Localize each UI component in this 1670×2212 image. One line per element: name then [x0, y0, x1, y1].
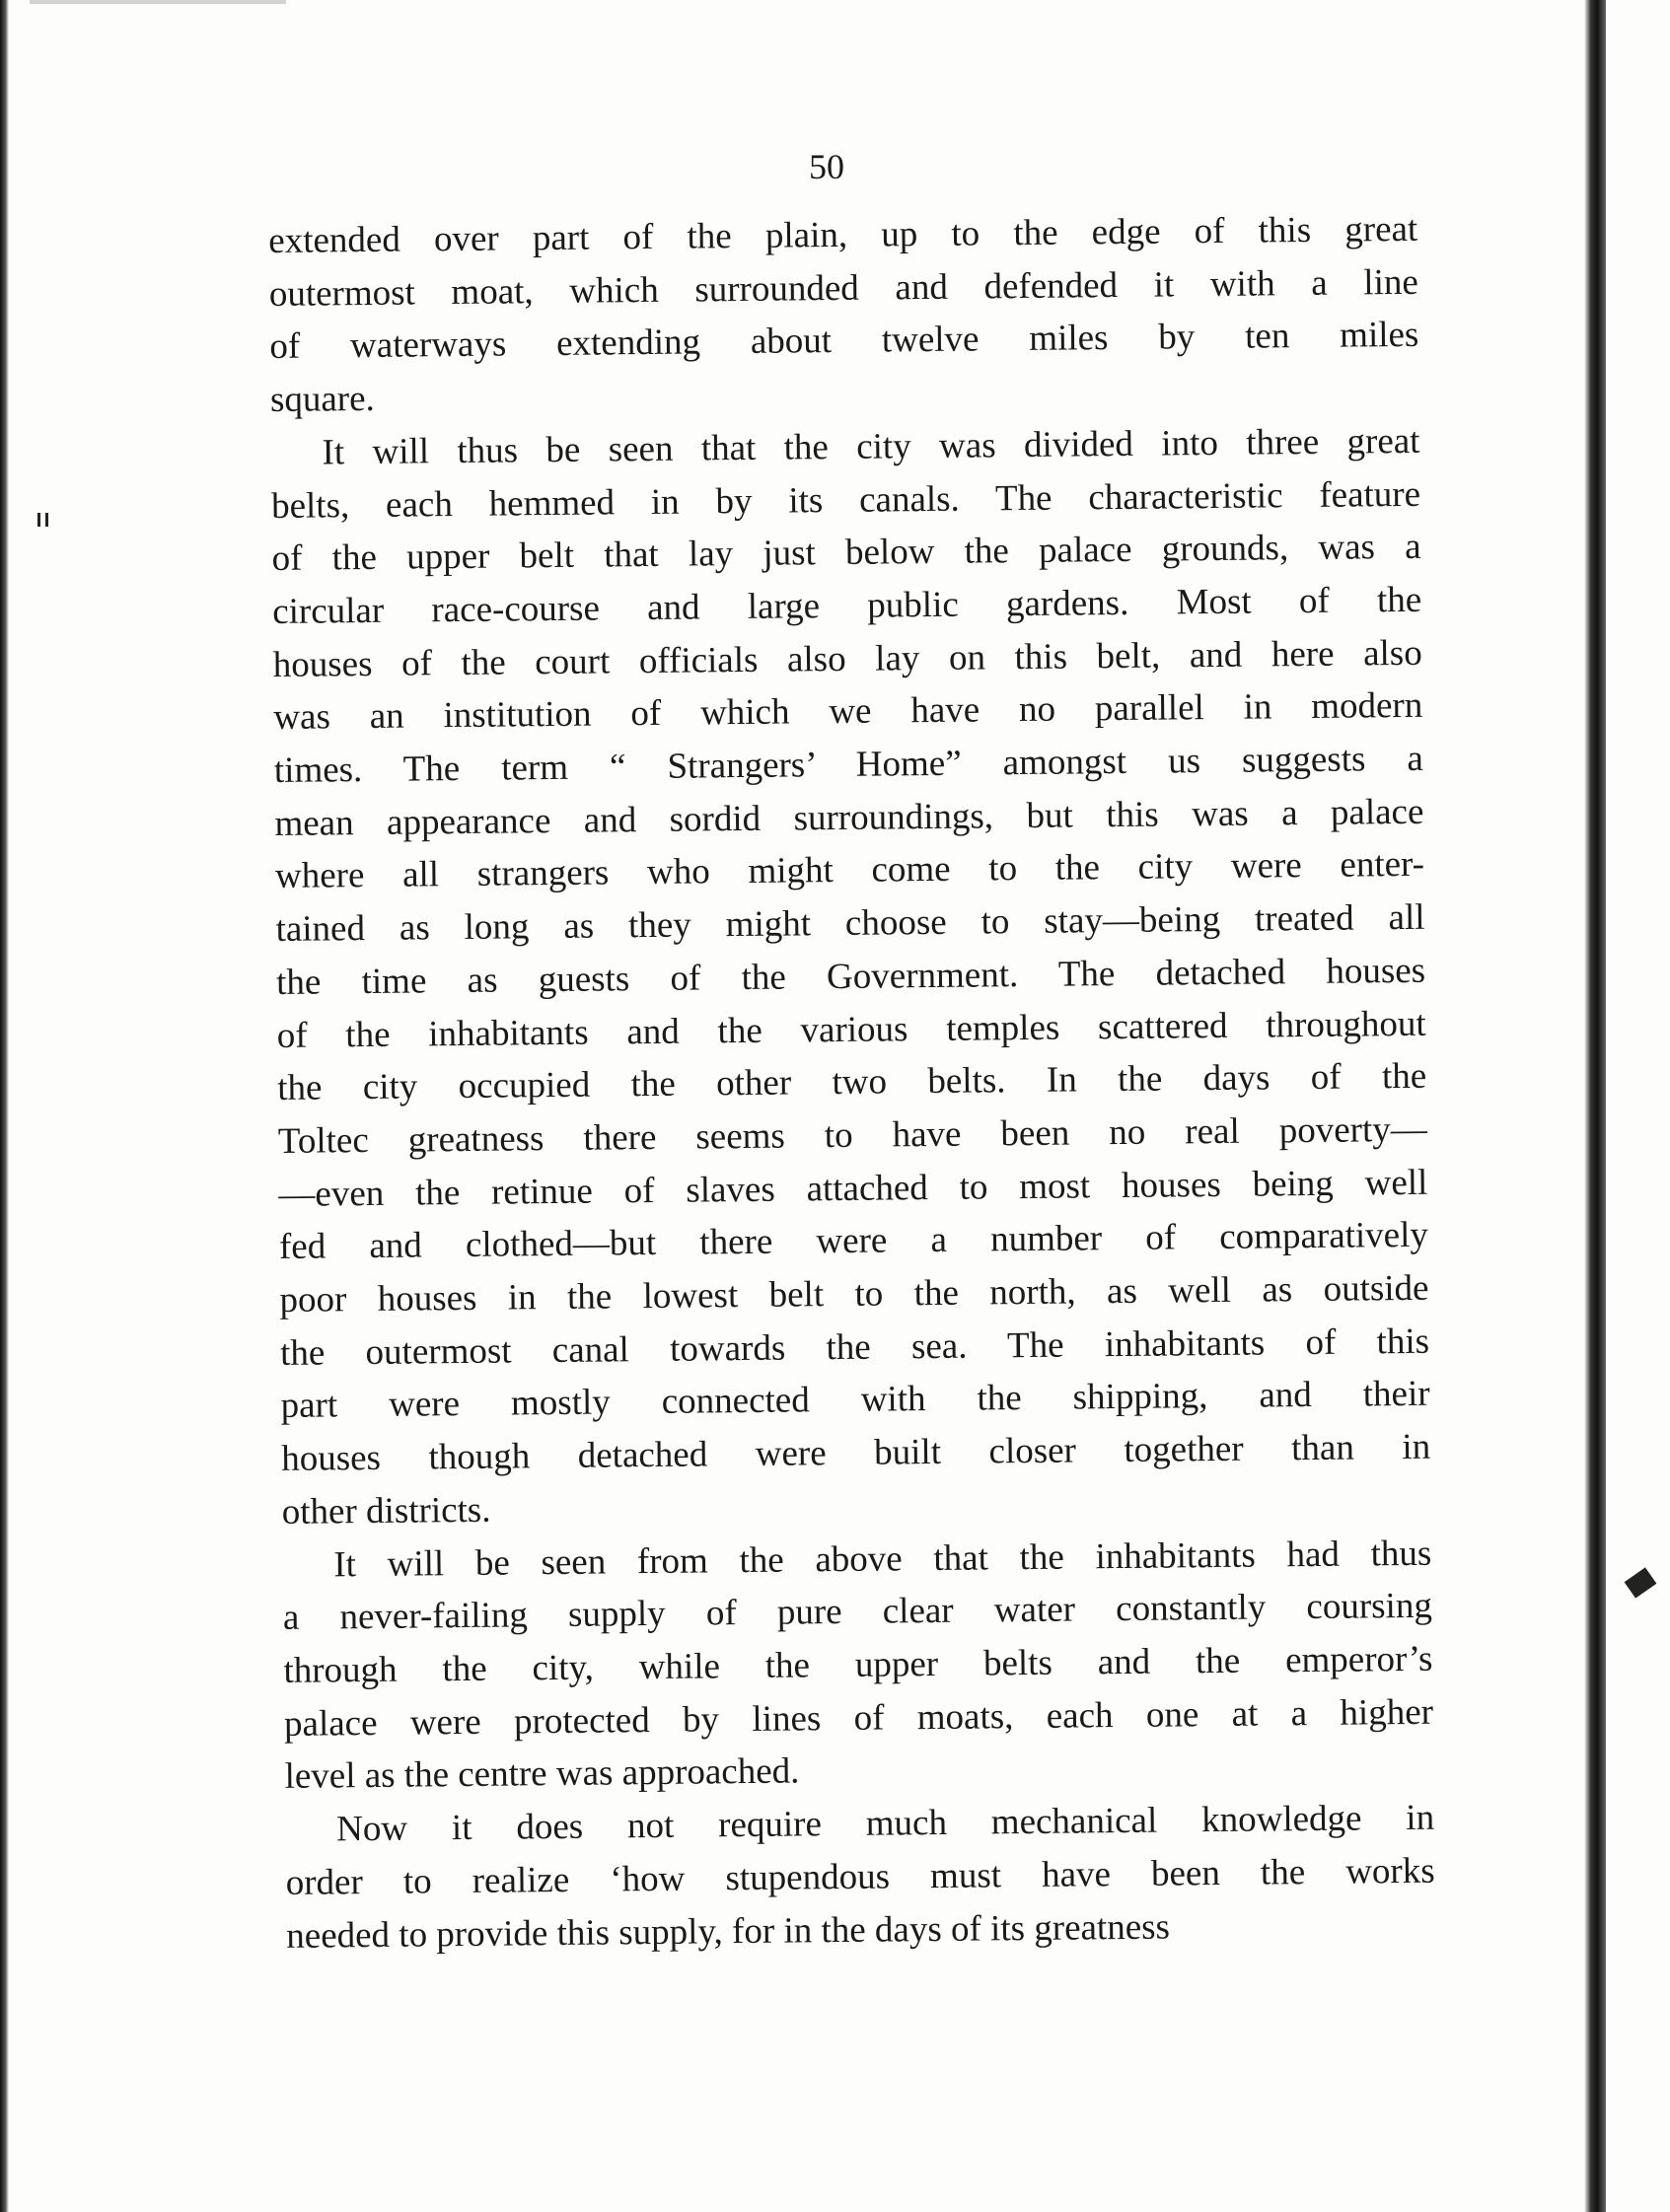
- text-line: It will thus be seen that the city was divided into three great: [322, 420, 1420, 473]
- paragraph: [270, 415, 1431, 1539]
- text-line: was an institution of which we have no parallel in modern: [273, 685, 1423, 739]
- text-line: part were mostly connected with the shipping, and their: [280, 1374, 1430, 1427]
- text-line: the outermost canal towards the sea. The inhabitants of this: [279, 1320, 1430, 1374]
- text-line: tained as long as they might choose to stay—being treated all: [275, 896, 1425, 951]
- scan-blot: [1625, 1567, 1657, 1598]
- text-line: It will be seen from the above that the inhabitants had thus: [333, 1533, 1432, 1585]
- text-line: level as the centre was approached.: [284, 1750, 800, 1798]
- text-line: a never-failing supply of pure clear water constantly coursing: [282, 1586, 1433, 1639]
- text-line: the city occupied the other two belts. In the days of the: [277, 1056, 1427, 1109]
- text-line: times. The term “ Strangers’ Home” amongst us suggests a: [273, 738, 1424, 791]
- text-line: square.: [269, 378, 376, 421]
- text-line: of waterways extending about twelve miles by ten miles: [269, 315, 1419, 368]
- text-line: extended over part of the plain, up to the edge of this great: [268, 208, 1418, 261]
- text-line: through the city, while the upper belts and the emperor’s: [283, 1638, 1433, 1691]
- text-line: order to realize ‘how stupendous must have been the works: [285, 1850, 1435, 1903]
- text-line: the time as guests of the Government. The detached houses: [275, 950, 1426, 1003]
- text-line: of the upper belt that lay just below the palace grounds, was a: [271, 527, 1421, 580]
- scan-top-smudge: [30, 0, 286, 4]
- scan-left-edge: [0, 0, 9, 2212]
- text-line: needed to provide this supply, for in the days of its greatness: [286, 1906, 1171, 1957]
- text-line: belts, each hemmed in by its canals. The characteristic feature: [270, 473, 1421, 527]
- paragraph: [285, 1792, 1436, 1962]
- text-line: poor houses in the lowest belt to the north, as well as outside: [279, 1267, 1429, 1321]
- text-line: Now it does not require much mechanical knowledge in: [335, 1797, 1435, 1850]
- paragraph: [282, 1527, 1434, 1804]
- text-line: houses of the court officials also lay on this belt, and here also: [272, 632, 1422, 685]
- scan-mark: [45, 513, 48, 527]
- text-line: palace were protected by lines of moats, each one at a higher: [283, 1691, 1434, 1745]
- text-line: circular race-course and large public gardens. Most of the: [271, 579, 1422, 632]
- page-number: 50: [809, 147, 844, 186]
- scan-right-edge: [1584, 0, 1606, 2212]
- text-line: Toltec greatness there seems to have been no real poverty—: [277, 1108, 1427, 1162]
- paragraph: [268, 203, 1419, 427]
- text-line: houses though detached were built closer together than in: [280, 1426, 1431, 1480]
- text-line: fed and clothed—but there were a number of comparatively: [278, 1215, 1429, 1268]
- text-line: —even the retinue of slaves attached to most houses being well: [278, 1162, 1428, 1215]
- scan-mark: [37, 513, 40, 527]
- text-line: outermost moat, which surrounded and defended it with a line: [268, 261, 1418, 315]
- text-line: mean appearance and sordid surroundings, but this was a palace: [274, 791, 1424, 844]
- body-text: [268, 203, 1435, 1962]
- text-line: where all strangers who might come to the city were enter-: [274, 844, 1425, 897]
- text-line: of the inhabitants and the various temples scattered throughout: [276, 1003, 1426, 1056]
- text-line: other districts.: [281, 1489, 491, 1533]
